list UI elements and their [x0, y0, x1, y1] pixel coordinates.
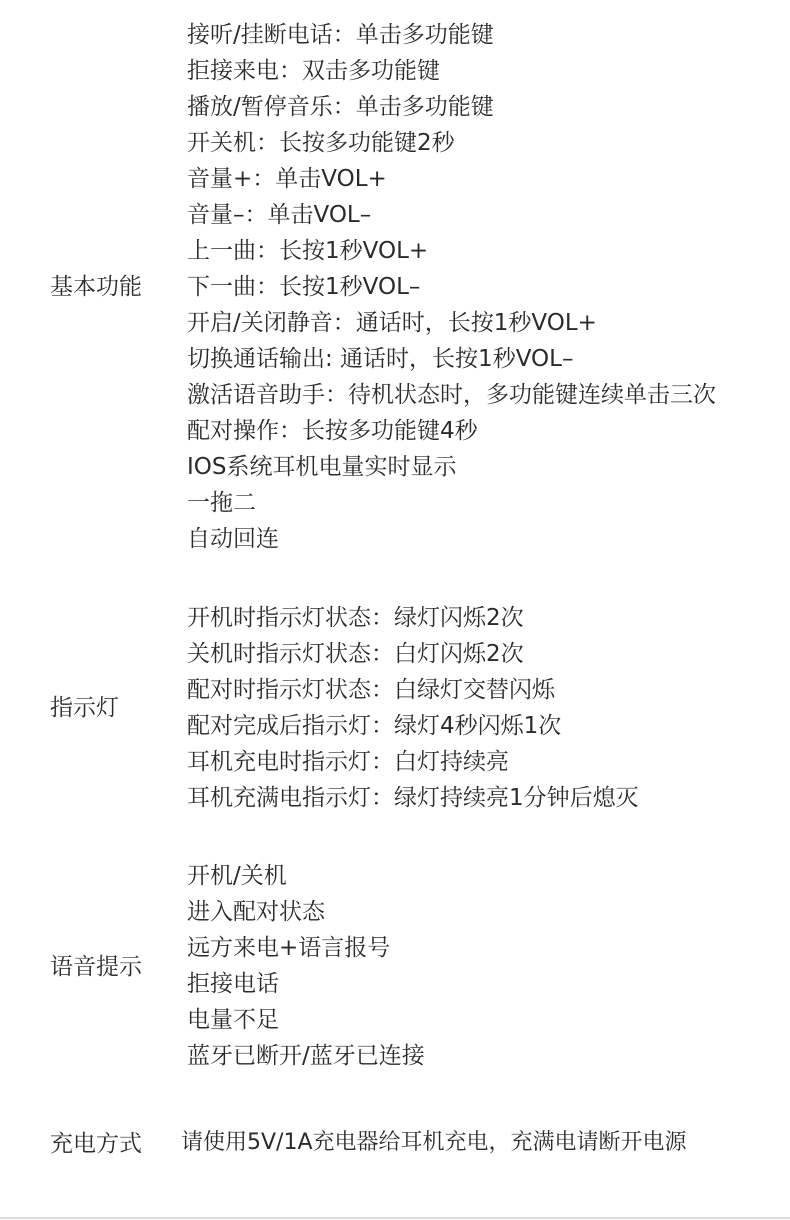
list-item: 耳机充电时指示灯：白灯持续亮 — [187, 749, 509, 775]
list-item: 音量–：单击VOL– — [187, 202, 372, 228]
list-item: 蓝牙已断开/蓝牙已连接 — [187, 1043, 425, 1069]
list-item: 配对操作：长按多功能键4秒 — [187, 418, 478, 444]
basic-functions-list — [187, 17, 716, 557]
list-item: 下一曲：长按1秒VOL– — [187, 274, 421, 300]
list-item: 自动回连 — [187, 526, 279, 552]
list-item: 配对完成后指示灯：绿灯4秒闪烁1次 — [187, 713, 562, 739]
voice-prompt-label: 语音提示 — [50, 954, 142, 980]
list-item: 关机时指示灯状态：白灯闪烁2次 — [187, 641, 524, 667]
list-item: 电量不足 — [187, 1007, 279, 1033]
indicator-light-label: 指示灯 — [50, 695, 119, 721]
list-item: 一拖二 — [187, 490, 256, 516]
basic-functions-section — [0, 17, 790, 557]
list-item: 音量+：单击VOL+ — [187, 166, 387, 192]
list-item: 进入配对状态 — [187, 899, 325, 925]
list-item: 配对时指示灯状态：白绿灯交替闪烁 — [187, 677, 555, 703]
list-item: 上一曲：长按1秒VOL+ — [187, 238, 429, 264]
charging-method-label: 充电方式 — [50, 1131, 142, 1157]
voice-prompt-list — [187, 858, 425, 1074]
list-item: 耳机充满电指示灯：绿灯持续亮1分钟后熄灭 — [187, 785, 639, 811]
list-item: 开机/关机 — [187, 863, 287, 889]
indicator-light-list — [187, 600, 639, 816]
list-item: 开启/关闭静音：通话时，长按1秒VOL+ — [187, 310, 597, 336]
list-item: 播放/暂停音乐：单击多功能键 — [187, 94, 494, 120]
list-item: 切换通话输出: 通话时，长按1秒VOL– — [187, 346, 574, 372]
bottom-divider — [0, 1217, 790, 1219]
list-item: IOS系统耳机电量实时显示 — [187, 454, 457, 480]
list-item: 远方来电+语言报号 — [187, 935, 391, 961]
charging-method-section — [0, 1125, 790, 1165]
list-item: 拒接电话 — [187, 971, 279, 997]
list-item: 开关机：长按多功能键2秒 — [187, 130, 455, 156]
list-item: 拒接来电：双击多功能键 — [187, 58, 440, 84]
charging-instruction-text: 请使用5V/1A充电器给耳机充电，充满电请断开电源 — [181, 1130, 687, 1155]
indicator-light-section — [0, 600, 790, 816]
list-item: 开机时指示灯状态：绿灯闪烁2次 — [187, 605, 524, 631]
list-item: 接听/挂断电话：单击多功能键 — [187, 22, 494, 48]
basic-functions-label: 基本功能 — [50, 274, 142, 300]
list-item: 激活语音助手：待机状态时，多功能键连续单击三次 — [187, 382, 716, 408]
voice-prompt-section — [0, 858, 790, 1074]
